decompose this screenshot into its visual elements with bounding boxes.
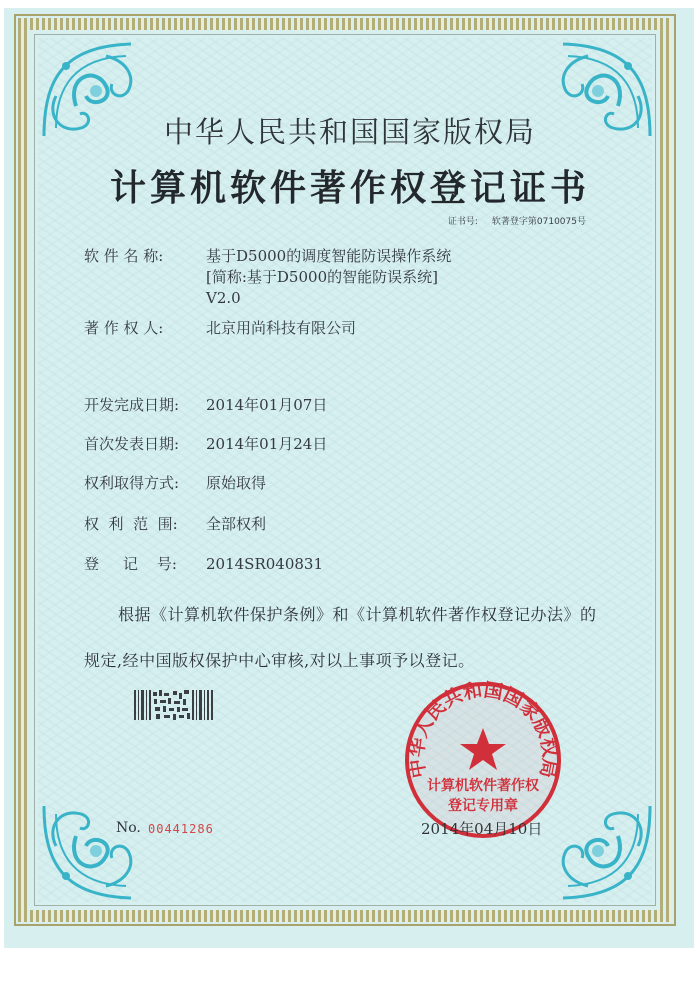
corner-ornament-bottom-left — [36, 796, 146, 906]
field-acquisition — [84, 473, 266, 494]
field-owner — [84, 318, 356, 339]
certificate-number — [448, 214, 586, 227]
field-reg-no — [84, 554, 323, 575]
field-value: 2014SR040831 — [206, 555, 324, 573]
statement-line-1: 根据《计算机软件保护条例》和《计算机软件著作权登记办法》的 — [118, 605, 597, 624]
field-scope — [84, 514, 266, 535]
field-value: 北京用尚科技有限公司 — [206, 319, 357, 337]
software-name-full: 基于D5000的调度智能防误操作系统 — [206, 247, 452, 265]
field-label: 首次发表日期: — [84, 435, 180, 453]
field-label: 软 件 名 称: — [84, 247, 164, 265]
field-value: 2014年01月07日 — [206, 396, 328, 414]
official-seal — [403, 680, 563, 840]
software-name-short: [简称:基于D5000的智能防误系统] — [206, 268, 438, 286]
field-label: 权利取得方式: — [84, 474, 180, 492]
field-publish-date — [84, 434, 327, 455]
issue-date: 2014年04月10日 — [421, 820, 543, 838]
serial-number: 00441286 — [148, 822, 214, 836]
field-label: 登 记 号: — [84, 555, 177, 573]
field-value: 2014年01月24日 — [206, 435, 328, 453]
field-value: 全部权利 — [206, 515, 267, 533]
field-label: 著 作 权 人: — [84, 319, 164, 337]
field-completion-date — [84, 395, 327, 416]
agency-title: 中华人民共和国国家版权局 — [163, 115, 536, 149]
field-software-name — [84, 246, 451, 309]
field-label: 开发完成日期: — [84, 396, 180, 414]
seal-arc-text: 中华人民共和国国家版权局 — [405, 680, 561, 780]
software-version: V2.0 — [206, 289, 241, 307]
barcode — [134, 690, 214, 720]
field-value — [206, 246, 451, 309]
statement-line-2: 规定,经中国版权保护中心审核,对以上事项予以登记。 — [84, 651, 475, 670]
seal-text-line-1: 计算机软件著作权 — [427, 778, 539, 794]
serial-label: No. — [116, 820, 141, 836]
certificate-number-value: 软著登字第0710075号 — [491, 217, 586, 227]
certificate-number-label: 证书号: — [447, 217, 478, 227]
seal-text-line-2: 登记专用章 — [448, 798, 518, 814]
corner-ornament-bottom-right — [548, 796, 658, 906]
field-label: 权 利 范 围: — [84, 515, 178, 533]
certificate-title: 计算机软件著作权登记证书 — [109, 167, 590, 209]
field-value: 原始取得 — [206, 474, 267, 492]
